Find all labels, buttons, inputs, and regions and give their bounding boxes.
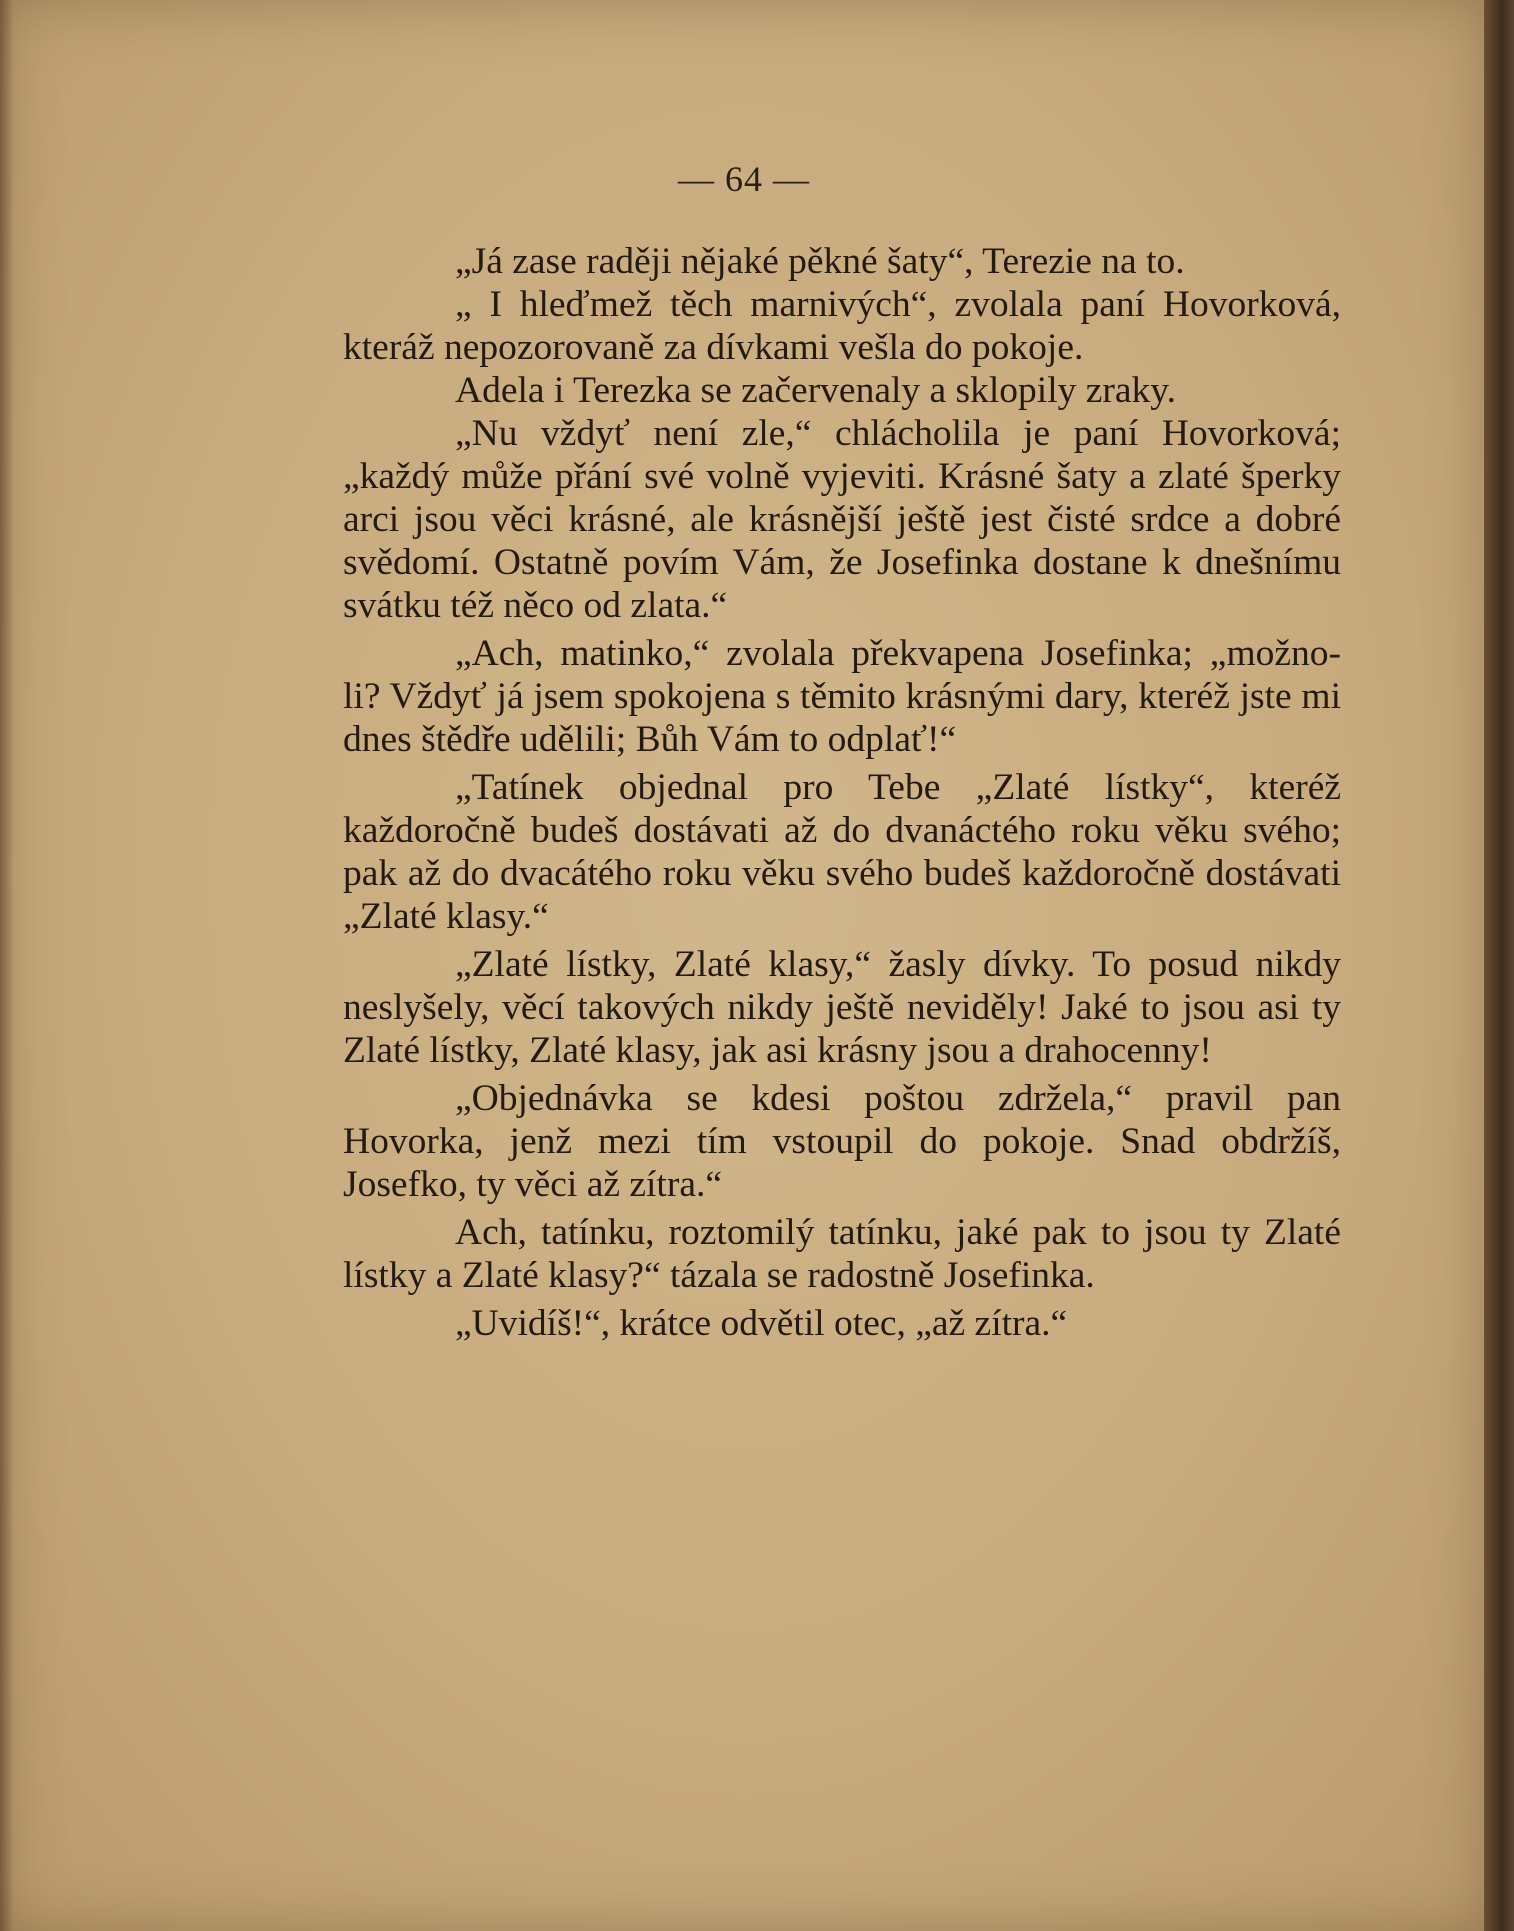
paragraph-3: Adela i Terezka se začervenaly a sklopily zraky.: [455, 370, 1176, 411]
body-text: [343, 240, 1341, 1345]
paragraph-2: „ I hleďmež těch marnivých“, zvolala paní Hovorková, kteráž nepozorovaně za dívkami vešla do pokoje.: [343, 284, 1341, 368]
paragraph-4: „Nu vždyť není zle,“ chlácholila je paní Hovorková; „každý může přání své volně vyjeviti. Krásné šaty a zlaté šperky arci jsou věci krásné, ale krásnější ještě jest čisté srdce a dobré svědomí. Ostatně povím Vám, že Josefinka dostane k dnešnímu svátku též něco od zlata.“: [343, 413, 1341, 626]
paragraph-9: Ach, tatínku, roztomilý tatínku, jaké pak to jsou ty Zlaté lístky a Zlaté klasy?“ tázala se radostně Josefinka.: [343, 1212, 1341, 1296]
book-spine: [1484, 0, 1514, 1931]
paragraph-8: „Objednávka se kdesi poštou zdržela,“ pravil pan Hovorka, jenž mezi tím vstoupil do pokoje. Snad obdržíš, Josefko, ty věci až zítra.“: [343, 1078, 1341, 1205]
paragraph-1: „Já zase raději nějaké pěkné šaty“, Terezie na to.: [455, 241, 1185, 282]
paragraph-7: „Zlaté lístky, Zlaté klasy,“ žasly dívky. To posud nikdy neslyšely, věcí takových nikdy ještě neviděly! Jaké to jsou asi ty Zlaté lístky, Zlaté klasy, jak asi krásny jsou a drahocenny!: [343, 944, 1341, 1071]
paragraph-6: „Tatínek objednal pro Tebe „Zlaté lístky“, kteréž každoročně budeš dostávati až do dvanáctého roku věku svého; pak až do dvacátého roku věku svého budeš každoročně dostávati „Zlaté klasy.“: [343, 767, 1341, 937]
paragraph-10: „Uvidíš!“, krátce odvětil otec, „až zítra.“: [455, 1303, 1068, 1344]
paragraph-5: „Ach, matinko,“ zvolala překvapena Josefinka; „možno-li? Vždyť já jsem spokojena s těmito krásnými dary, kteréž jste mi dnes štědře udělili; Bůh Vám to odplať!“: [343, 633, 1341, 760]
page-edge-shadow: [0, 0, 14, 1931]
page-number: — 64 —: [678, 159, 810, 199]
